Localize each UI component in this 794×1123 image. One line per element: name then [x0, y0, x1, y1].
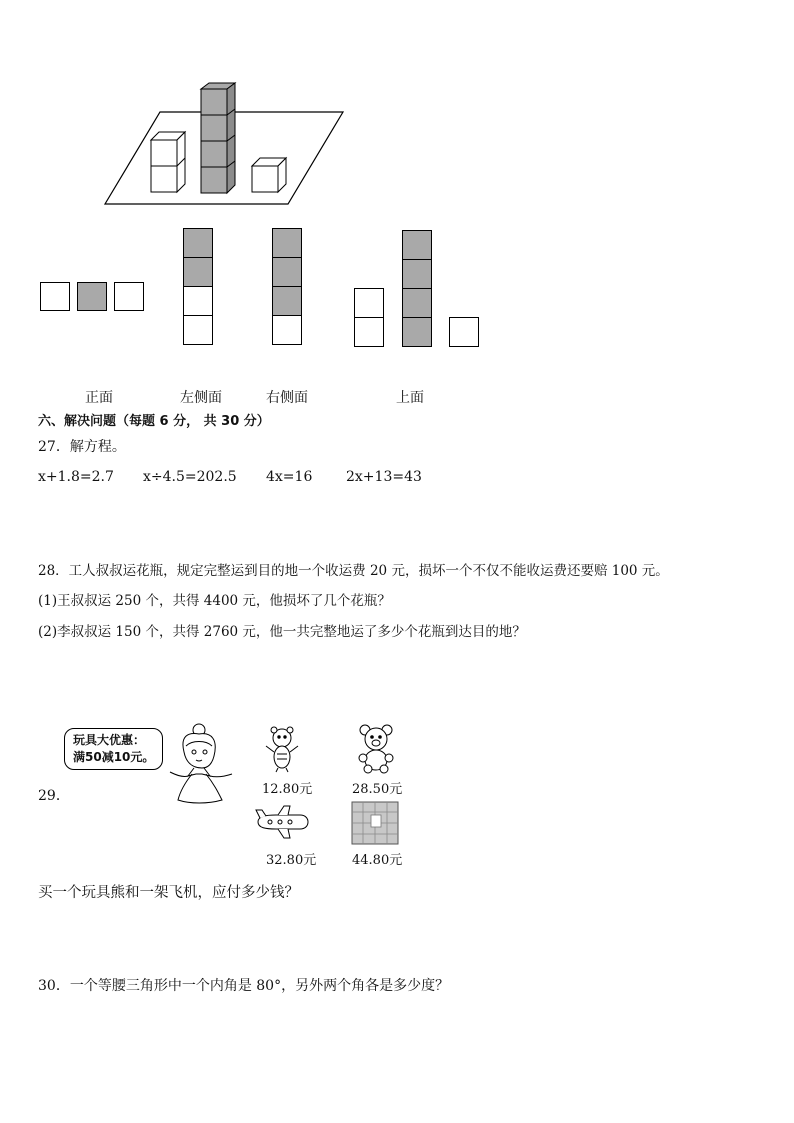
q28-stem: 28．工人叔叔运花瓶，规定完整运到目的地一个收运费 20 元，损坏一个不仅不能收运费还要赔 100 元。 — [38, 563, 669, 579]
tiger-price: 12.80元 — [262, 782, 313, 797]
q27-equation-2: x÷4.5=202.5 — [143, 469, 237, 485]
puzzle-toy-icon — [351, 801, 399, 845]
left-view-label: 左侧面 — [180, 390, 222, 406]
q27-equation-1: x+1.8=2.7 — [38, 469, 114, 485]
q29-question: 买一个玩具熊和一架飞机，应付多少钱？ — [38, 885, 299, 901]
top-view-label: 上面 — [396, 390, 424, 406]
airplane-toy-icon — [254, 804, 310, 840]
tiger-toy-icon — [262, 724, 302, 774]
q27-stem: 27．解方程。 — [38, 439, 126, 455]
left-cube-column — [151, 132, 185, 192]
front-view-label: 正面 — [85, 390, 113, 406]
right-view-label: 右侧面 — [266, 390, 308, 406]
tall-cube-column — [201, 83, 235, 193]
single-cube — [252, 158, 286, 192]
bear-price: 28.50元 — [352, 782, 403, 797]
puzzle-price: 44.80元 — [352, 853, 403, 868]
cube-stack-figure — [100, 80, 350, 210]
q29-number: 29． — [38, 788, 70, 804]
q30-stem: 30．一个等腰三角形中一个内角是 80°，另外两个角各是多少度？ — [38, 978, 450, 994]
q27-equation-3: 4x=16 — [266, 469, 313, 485]
section-6-title: 六、解决问题（每题 6 分， 共 30 分） — [38, 414, 270, 429]
q28-part1: (1)王叔叔运 250 个，共得 4400 元，他损坏了几个花瓶？ — [38, 593, 391, 609]
watermark — [40, 243, 43, 253]
promo-speech-bubble — [64, 728, 163, 770]
promo-line-1: 玩具大优惠： — [73, 733, 146, 747]
airplane-price: 32.80元 — [266, 853, 317, 868]
bear-toy-icon — [355, 722, 397, 774]
girl-illustration — [166, 722, 236, 804]
promo-line-2: 满50减10元。 — [73, 750, 155, 764]
q28-part2: (2)李叔叔运 150 个，共得 2760 元，他一共完整地运了多少个花瓶到达目的地？ — [38, 624, 526, 640]
q27-equation-4: 2x+13=43 — [346, 469, 422, 485]
